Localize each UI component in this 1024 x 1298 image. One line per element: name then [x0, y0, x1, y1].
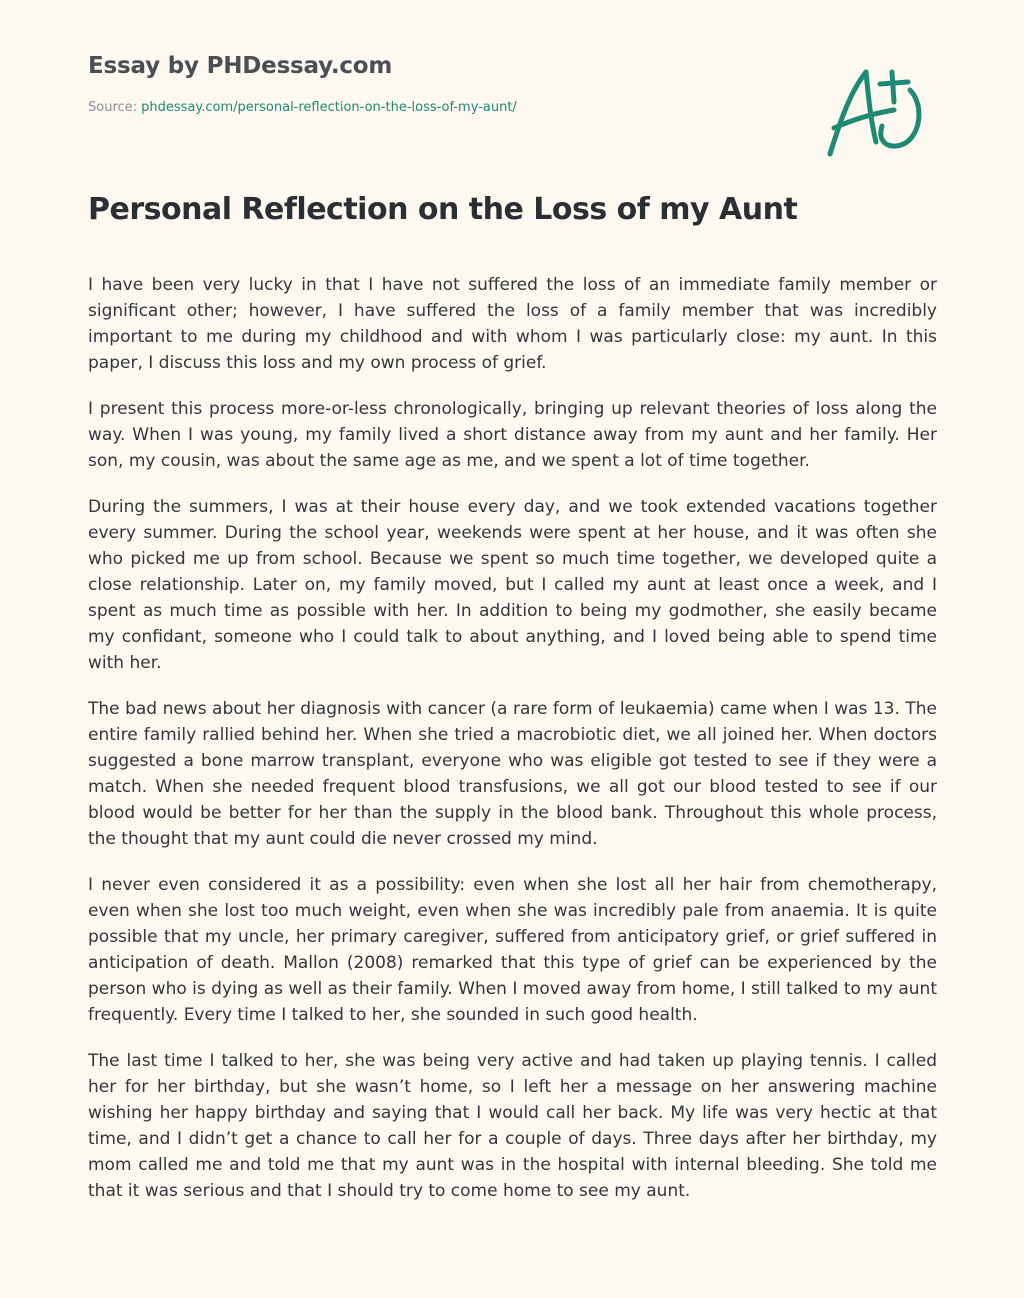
source-label: Source:	[88, 100, 142, 115]
source-line	[88, 99, 788, 117]
essay-paragraph: I have been very lucky in that I have not suffered the loss of an immediate family member or significant other; however, I have suffered the loss of a family member that was incredibly important to me during my childhood and with whom I was particularly close: my aunt. In this paper, I discuss this loss and my own process of grief.	[88, 275, 937, 373]
essay-header	[88, 50, 788, 117]
essay-body	[88, 272, 937, 1250]
essay-paragraph: The bad news about her diagnosis with cancer (a rare form of leukaemia) came when I was 13. The entire family rallied behind her. When she tried a macrobiotic diet, we all joined her. When doctors suggested a bone marrow transplant, everyone who was eligible got tested to see if they were a match. When she needed frequent blood transfusions, we all got our blood tested to see if our blood would be better for her than the supply in the blood bank. Throughout this whole process, the thought that my aunt could die never crossed my mind.	[88, 699, 937, 849]
site-brand: Essay by PHDessay.com	[88, 53, 393, 79]
essay-paragraph: The last time I talked to her, she was being very active and had taken up playing tennis. I called her for her birthday, but she wasn’t home, so I left her a message on her answering machine wishing her happy birthday and saying that I would call her back. My life was very hectic at that time, and I didn’t get a chance to call her for a couple of days. Three days after her birthday, my mom called me and told me that my aunt was in the hospital with internal bleeding. She told me that it was serious and that I should try to come home to see my aunt.	[88, 1051, 937, 1201]
essay-title: Personal Reflection on the Loss of my Aunt	[88, 192, 798, 227]
source-link[interactable]: phdessay.com/personal-reflection-on-the-loss-of-my-aunt/	[141, 100, 517, 115]
a-plus-grade-icon	[820, 62, 932, 162]
essay-paragraph: During the summers, I was at their house every day, and we took extended vacations together every summer. During the school year, weekends were spent at her house, and it was often she who picked me up from school. Because we spent so much time together, we developed quite a close relationship. Later on, my family moved, but I called my aunt at least once a week, and I spent as much time as possible with her. In addition to being my godmother, she easily became my confidant, someone who I could talk to about anything, and I loved being able to spend time with her.	[88, 497, 937, 673]
essay-paragraph: I never even considered it as a possibility: even when she lost all her hair from chemotherapy, even when she lost too much weight, even when she was incredibly pale from anaemia. It is quite possible that my uncle, her primary caregiver, suffered from anticipatory grief, or grief suffered in anticipation of death. Mallon (2008) remarked that this type of grief can be experienced by the person who is dying as well as their family. When I moved away from home, I still talked to my aunt frequently. Every time I talked to her, she sounded in such good health.	[88, 875, 937, 1025]
essay-paragraph: I present this process more-or-less chronologically, bringing up relevant theories of loss along the way. When I was young, my family lived a short distance away from my aunt and her family. Her son, my cousin, was about the same age as me, and we spent a lot of time together.	[88, 399, 937, 471]
